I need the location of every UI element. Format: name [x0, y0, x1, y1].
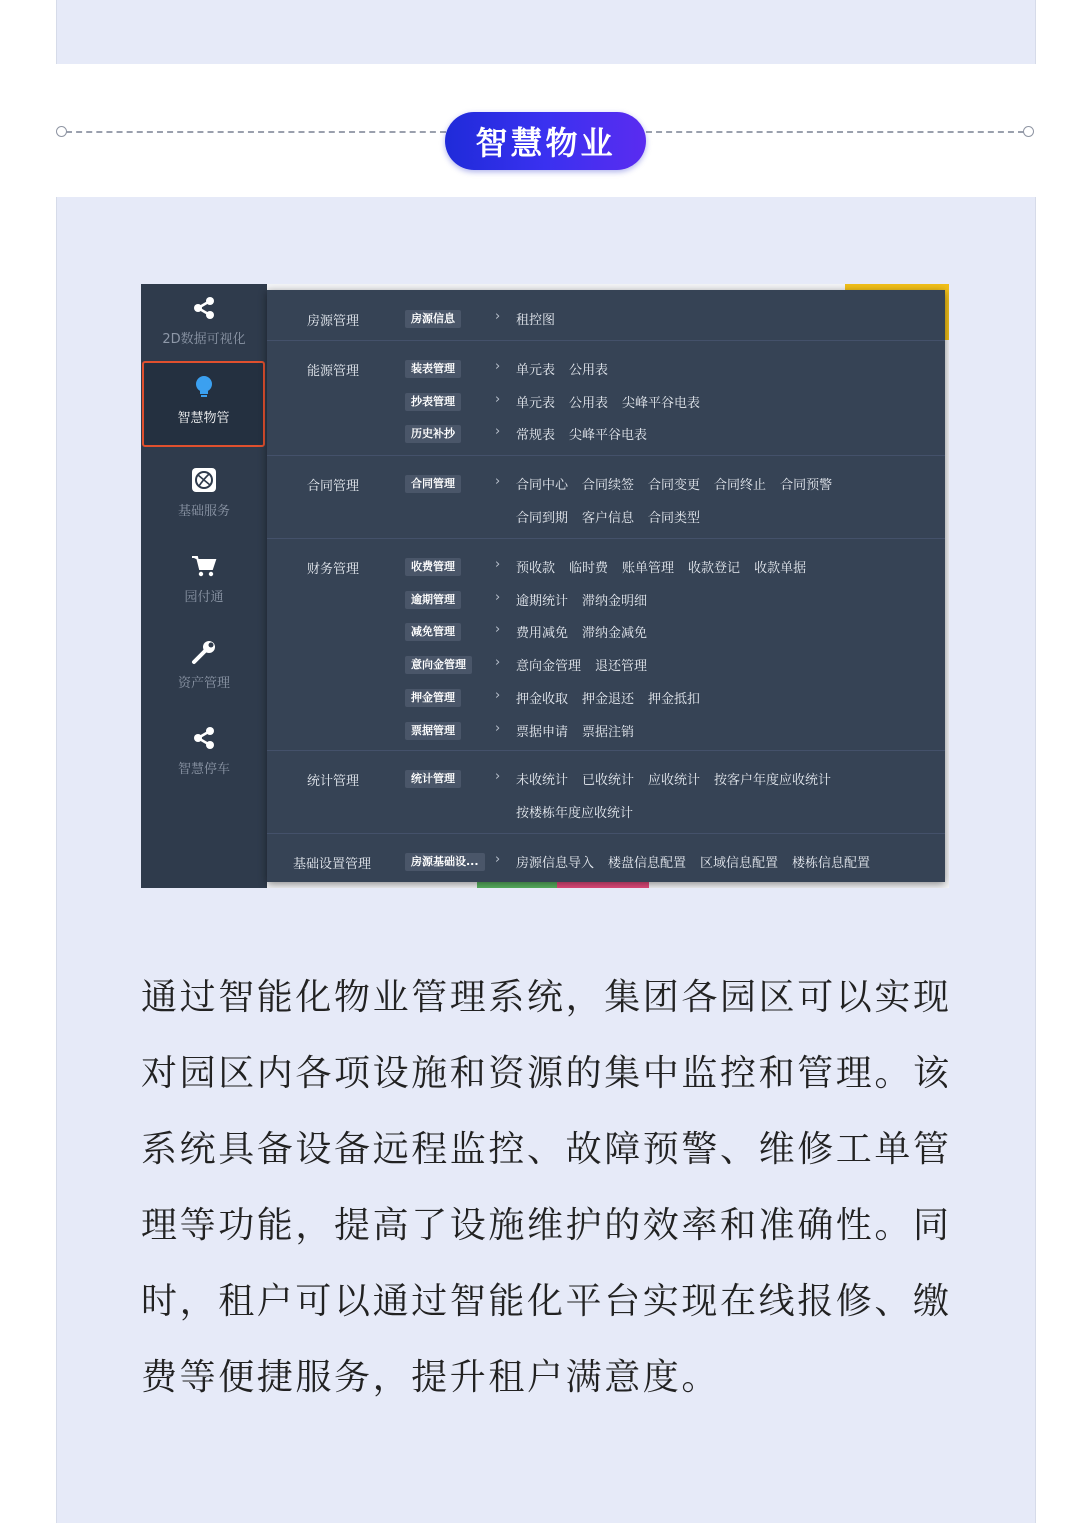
- sidebar-item-smart-parking[interactable]: [141, 714, 267, 800]
- menu-link[interactable]: 合同续签: [582, 478, 635, 493]
- sidebar-item-label: 资产管理: [177, 676, 230, 691]
- menu-link[interactable]: 收款登记: [688, 561, 741, 576]
- wrench-icon: [190, 638, 218, 666]
- menu-link[interactable]: 账单管理: [622, 561, 675, 576]
- menu-category-tag[interactable]: 统计管理: [405, 770, 461, 788]
- sidebar-item-park-pay[interactable]: [141, 542, 267, 628]
- menu-links: [516, 424, 661, 443]
- menu-link[interactable]: 房源信息导入: [516, 856, 595, 871]
- description-paragraph: 通过智能化物业管理系统，集团各园区可以实现对园区内各项设施和资源的集中监控和管理。该系统具备设备远程监控、故障预警、维修工单管理等功能，提高了设施维护的效率和准确性。同时，租户可以通过智能化平台实现在线报修、缴费等便捷服务，提升租户满意度。: [141, 977, 952, 1398]
- menu-row: [267, 308, 945, 332]
- cart-icon: [190, 552, 218, 580]
- menu-category-tag[interactable]: 票据管理: [405, 722, 461, 740]
- chevron-right-icon: ›: [495, 391, 501, 407]
- menu-row: [267, 358, 945, 382]
- menu-category-tag[interactable]: 意向金管理: [405, 656, 472, 674]
- menu-link[interactable]: 公用表: [569, 395, 609, 411]
- menu-links: [516, 507, 714, 526]
- menu-links: [516, 392, 714, 411]
- divider-end-ring: [56, 126, 67, 137]
- divider-left: [66, 131, 446, 133]
- menu-group-name[interactable]: 合同管理: [307, 479, 360, 494]
- menu-group: [267, 750, 945, 834]
- menu-link[interactable]: 合同变更: [648, 478, 701, 493]
- menu-link[interactable]: 尖峰平谷电表: [622, 395, 701, 411]
- menu-row: [267, 801, 945, 825]
- sidebar-item-basic-service[interactable]: [141, 456, 267, 542]
- sidebar-item-label: 2D数据可视化: [162, 332, 246, 347]
- menu-link[interactable]: 预收款: [516, 561, 556, 576]
- menu-links: [516, 802, 647, 821]
- chevron-right-icon: ›: [495, 309, 501, 324]
- menu-group-name[interactable]: 能源管理: [307, 364, 360, 379]
- menu-link[interactable]: 合同中心: [516, 478, 569, 493]
- menu-row: [267, 851, 945, 875]
- menu-link[interactable]: 滞纳金减免: [582, 626, 648, 642]
- sidebar-item-label: 园付通: [184, 590, 224, 605]
- sidebar-item-2d-visualization[interactable]: [141, 284, 267, 370]
- sidebar-item-asset-management[interactable]: [141, 628, 267, 714]
- menu-row: [267, 687, 945, 711]
- menu-link[interactable]: 合同到期: [516, 510, 569, 526]
- menu-link[interactable]: 临时费: [569, 561, 609, 576]
- divider-end-ring: [1023, 126, 1034, 137]
- menu-link[interactable]: 按客户年度应收统计: [714, 773, 832, 788]
- chevron-right-icon: ›: [495, 359, 501, 374]
- menu-group: [267, 455, 945, 539]
- chevron-right-icon: ›: [495, 557, 501, 572]
- menu-link[interactable]: 票据注销: [582, 724, 635, 740]
- menu-link[interactable]: 按楼栋年度应收统计: [516, 805, 634, 821]
- menu-category-tag[interactable]: 房源基础设...: [405, 853, 485, 871]
- divider-right: [646, 131, 1024, 133]
- menu-link[interactable]: 合同类型: [648, 510, 701, 526]
- menu-link[interactable]: 滞纳金明细: [582, 593, 648, 609]
- menu-links: [516, 852, 884, 871]
- chevron-right-icon: ›: [495, 769, 501, 784]
- chevron-right-icon: ›: [495, 852, 501, 867]
- menu-link[interactable]: 租控图: [516, 313, 556, 328]
- menu-group-name[interactable]: 财务管理: [307, 562, 360, 577]
- menu-link[interactable]: 未收统计: [516, 773, 569, 788]
- menu-link[interactable]: 费用减免: [516, 626, 569, 642]
- dropdown-menu: [267, 290, 945, 882]
- menu-links: [516, 769, 845, 788]
- system-screenshot: [141, 284, 949, 888]
- menu-category-tag[interactable]: 减免管理: [405, 623, 461, 641]
- menu-links: [516, 721, 648, 740]
- menu-link[interactable]: 票据申请: [516, 724, 569, 740]
- menu-row: [267, 720, 945, 744]
- menu-link[interactable]: 意向金管理: [516, 659, 582, 675]
- menu-category-tag[interactable]: 收费管理: [405, 558, 461, 576]
- menu-category-tag[interactable]: 抄表管理: [405, 393, 461, 411]
- menu-link[interactable]: 应收统计: [648, 773, 701, 788]
- menu-row: [267, 473, 945, 497]
- menu-links: [516, 557, 820, 576]
- menu-group: [267, 340, 945, 456]
- menu-group: [267, 833, 945, 882]
- menu-links: [516, 622, 661, 641]
- menu-link[interactable]: 单元表: [516, 363, 556, 378]
- menu-row: [267, 768, 945, 792]
- menu-link[interactable]: 押金抵扣: [648, 691, 701, 707]
- menu-link[interactable]: 单元表: [516, 395, 556, 411]
- menu-row: [267, 423, 945, 447]
- menu-group: [267, 290, 945, 341]
- sidebar-item-label: 智慧停车: [177, 762, 230, 777]
- menu-link[interactable]: 收款单据: [754, 561, 807, 576]
- menu-row: [267, 506, 945, 530]
- menu-row: [267, 391, 945, 415]
- menu-link[interactable]: 楼盘信息配置: [608, 856, 687, 871]
- share-icon: [190, 294, 218, 322]
- menu-link[interactable]: 常规表: [516, 428, 556, 444]
- menu-link[interactable]: 押金退还: [582, 691, 635, 707]
- basketball-icon: [190, 466, 218, 494]
- menu-category-tag[interactable]: 合同管理: [405, 475, 461, 493]
- chevron-right-icon: ›: [495, 424, 501, 440]
- menu-links: [516, 655, 661, 674]
- section-title: 智慧物业: [445, 112, 646, 170]
- menu-category-tag[interactable]: 房源信息: [405, 310, 461, 328]
- sidebar: [141, 284, 267, 888]
- menu-group: [267, 538, 945, 751]
- chevron-right-icon: ›: [495, 720, 501, 736]
- chevron-right-icon: ›: [495, 474, 501, 489]
- chevron-right-icon: ›: [495, 622, 501, 638]
- sidebar-item-smart-property[interactable]: [142, 361, 265, 447]
- menu-category-tag[interactable]: 装表管理: [405, 360, 461, 378]
- menu-row: [267, 621, 945, 645]
- sidebar-item-label: 基础服务: [177, 504, 230, 519]
- sidebar-item-label: 智慧物管: [177, 411, 230, 426]
- menu-links: [516, 590, 661, 609]
- menu-row: [267, 589, 945, 613]
- menu-link[interactable]: 逾期统计: [516, 593, 569, 609]
- menu-category-tag[interactable]: 逾期管理: [405, 591, 461, 609]
- menu-link[interactable]: 合同终止: [714, 478, 767, 493]
- menu-row: [267, 556, 945, 580]
- menu-link[interactable]: 押金收取: [516, 691, 569, 707]
- menu-links: [516, 309, 569, 328]
- menu-links: [516, 474, 846, 493]
- chevron-right-icon: ›: [495, 655, 501, 671]
- menu-link[interactable]: 合同预警: [780, 478, 833, 493]
- chevron-right-icon: ›: [495, 687, 501, 703]
- menu-links: [516, 359, 622, 378]
- menu-links: [516, 688, 714, 707]
- menu-category-tag[interactable]: 历史补抄: [405, 425, 461, 443]
- menu-link[interactable]: 客户信息: [582, 510, 635, 526]
- menu-link[interactable]: 公用表: [569, 363, 609, 378]
- menu-link[interactable]: 退还管理: [595, 659, 648, 675]
- menu-group-name[interactable]: 统计管理: [307, 774, 360, 789]
- menu-group-name[interactable]: 基础设置管理: [293, 857, 372, 872]
- lightbulb-icon: [190, 373, 218, 401]
- menu-row: [267, 654, 945, 678]
- menu-link[interactable]: 区域信息配置: [700, 856, 779, 871]
- chevron-right-icon: ›: [495, 589, 501, 605]
- menu-group-name[interactable]: 房源管理: [307, 314, 360, 329]
- menu-category-tag[interactable]: 押金管理: [405, 689, 461, 707]
- share-icon: [190, 724, 218, 752]
- menu-link[interactable]: 尖峰平谷电表: [569, 428, 648, 444]
- menu-link[interactable]: 已收统计: [582, 773, 635, 788]
- menu-link[interactable]: 楼栋信息配置: [792, 856, 871, 871]
